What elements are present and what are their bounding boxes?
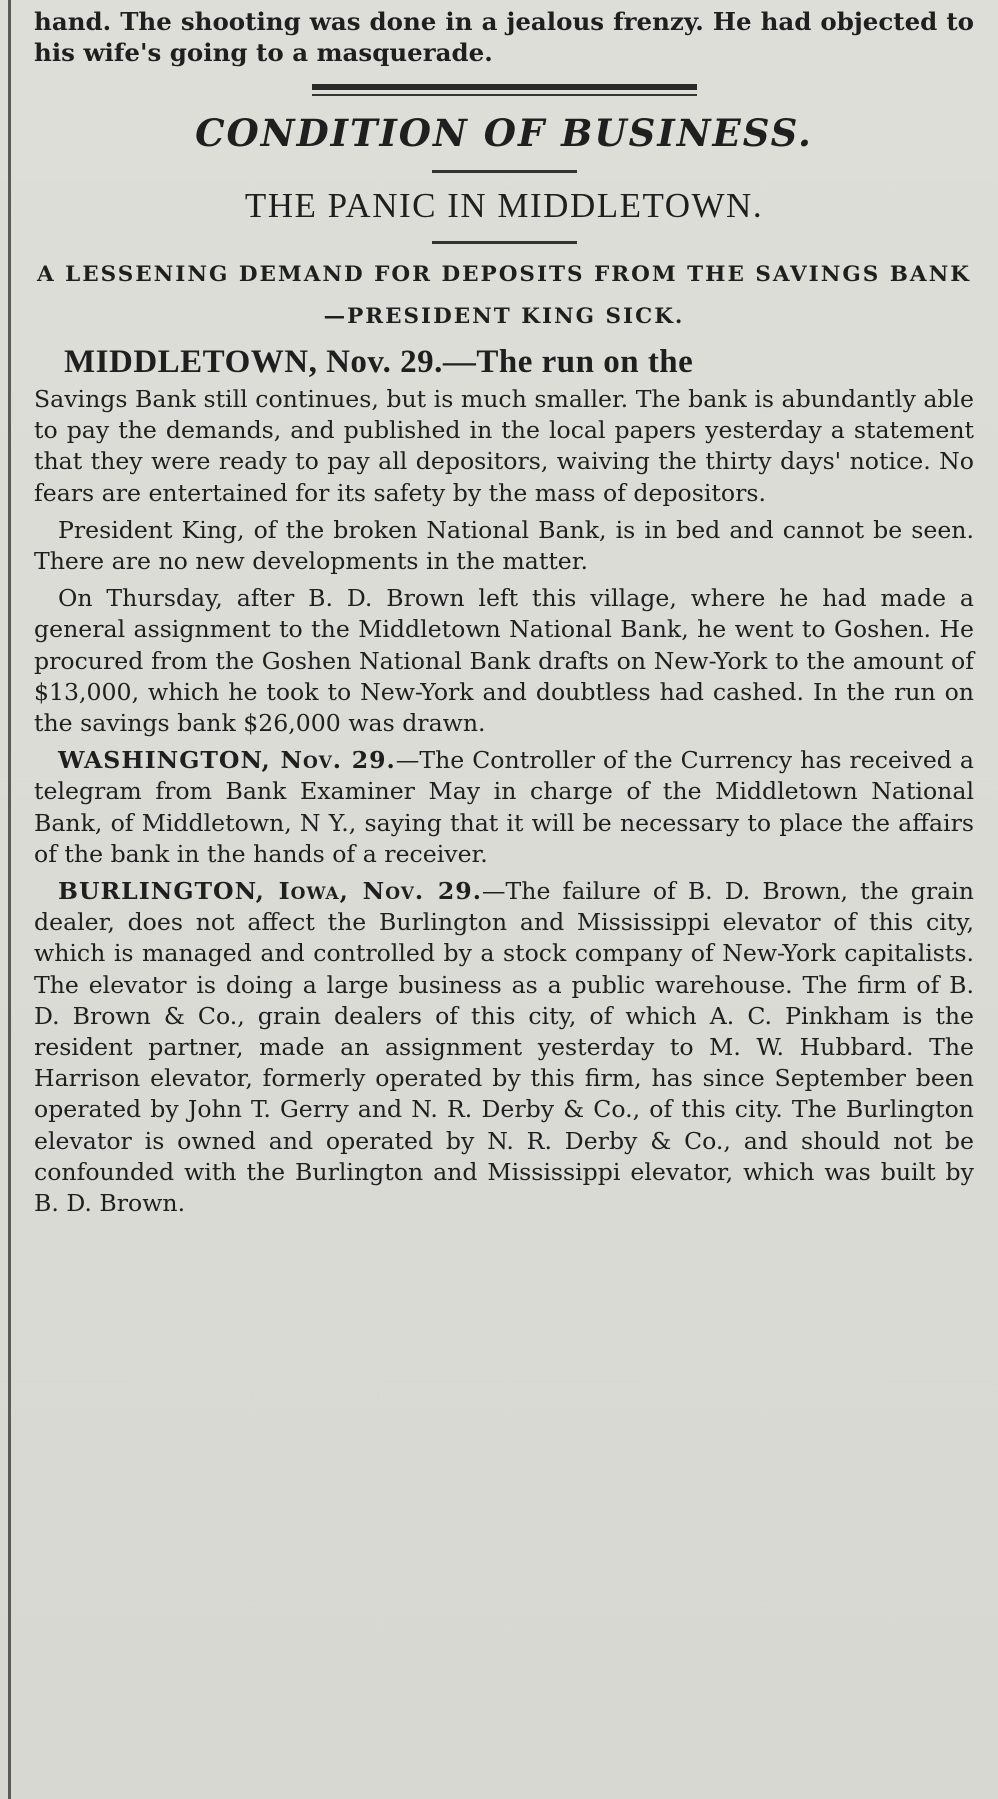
- paragraph-savings-bank: Savings Bank still continues, but is much smaller. The bank is abundantly able to pay the demands, and published in the local papers yesterday a statement that they were ready to pay all depositors, waiving the thirty days' notice. No fears are entertained for its safety by the mass of depositors.: [34, 385, 974, 507]
- headline: CONDITION OF BUSINESS.: [195, 111, 813, 155]
- dateline-middletown: MIDDLETOWN, Nov. 29.—The run on the: [64, 344, 694, 380]
- section-divider-thin: [312, 94, 697, 96]
- column-rule: [8, 0, 11, 1799]
- headline-divider: [432, 170, 577, 173]
- subheadline: THE PANIC IN MIDDLETOWN.: [244, 186, 764, 225]
- dateline-burlington: BURLINGTON, Iowa, Nov. 29.: [58, 877, 482, 906]
- paragraph-washington-text: —The Controller of the Currency has received a telegram from Bank Examiner May in charge of the Middletown National Bank, of Middletown, N Y., saying that it will be necessary to place the affairs of the bank in the hands of a receiver.: [34, 746, 974, 868]
- paragraph-president-king: President King, of the broken National Bank, is in bed and cannot be seen. There are no new developments in the matter.: [34, 515, 974, 576]
- preceding-article-tail: hand. The shooting was done in a jealous frenzy. He had objected to his wife's going to a masquerade.: [34, 7, 974, 67]
- paragraph-burlington-text: —The failure of B. D. Brown, the grain dealer, does not affect the Burlington and Mississippi elevator of this city, which is managed and controlled by a stock company of New-York capitalists. The elevator is doing a large business as a public warehouse. The firm of B. D. Brown & Co., grain dealers of this city, of which A. C. Pinkham is the resident partner, made an assignment yesterday to M. W. Hubbard. The Harrison elevator, formerly operated by this firm, has since September been operated by John T. Gerry and N. R. Derby & Co., of this city. The Burlington elevator is owned and operated by N. R. Derby & Co., and should not be confounded with the Burlington and Mississippi elevator, which was built by B. D. Brown.: [34, 877, 974, 1218]
- paragraph-brown-goshen: On Thursday, after B. D. Brown left this village, where he had made a general assignment to the Middletown National Bank, he went to Goshen. He procured from the Goshen National Bank drafts on New-York to the amount of $13,000, which he took to New-York and doubtless had cashed. In the run on the savings bank $26,000 was drawn.: [34, 584, 974, 738]
- paragraph-burlington: [34, 876, 974, 1219]
- section-divider-thick: [312, 84, 697, 90]
- article-column: [34, 6, 974, 1219]
- deck-headline: A LESSENING DEMAND FOR DEPOSITS FROM THE SAVINGS BANK—PRESIDENT KING SICK.: [37, 262, 971, 329]
- dateline-washington: WASHINGTON, Nov. 29.: [58, 746, 396, 775]
- subheadline-divider: [432, 241, 577, 244]
- paragraph-washington: [34, 745, 974, 870]
